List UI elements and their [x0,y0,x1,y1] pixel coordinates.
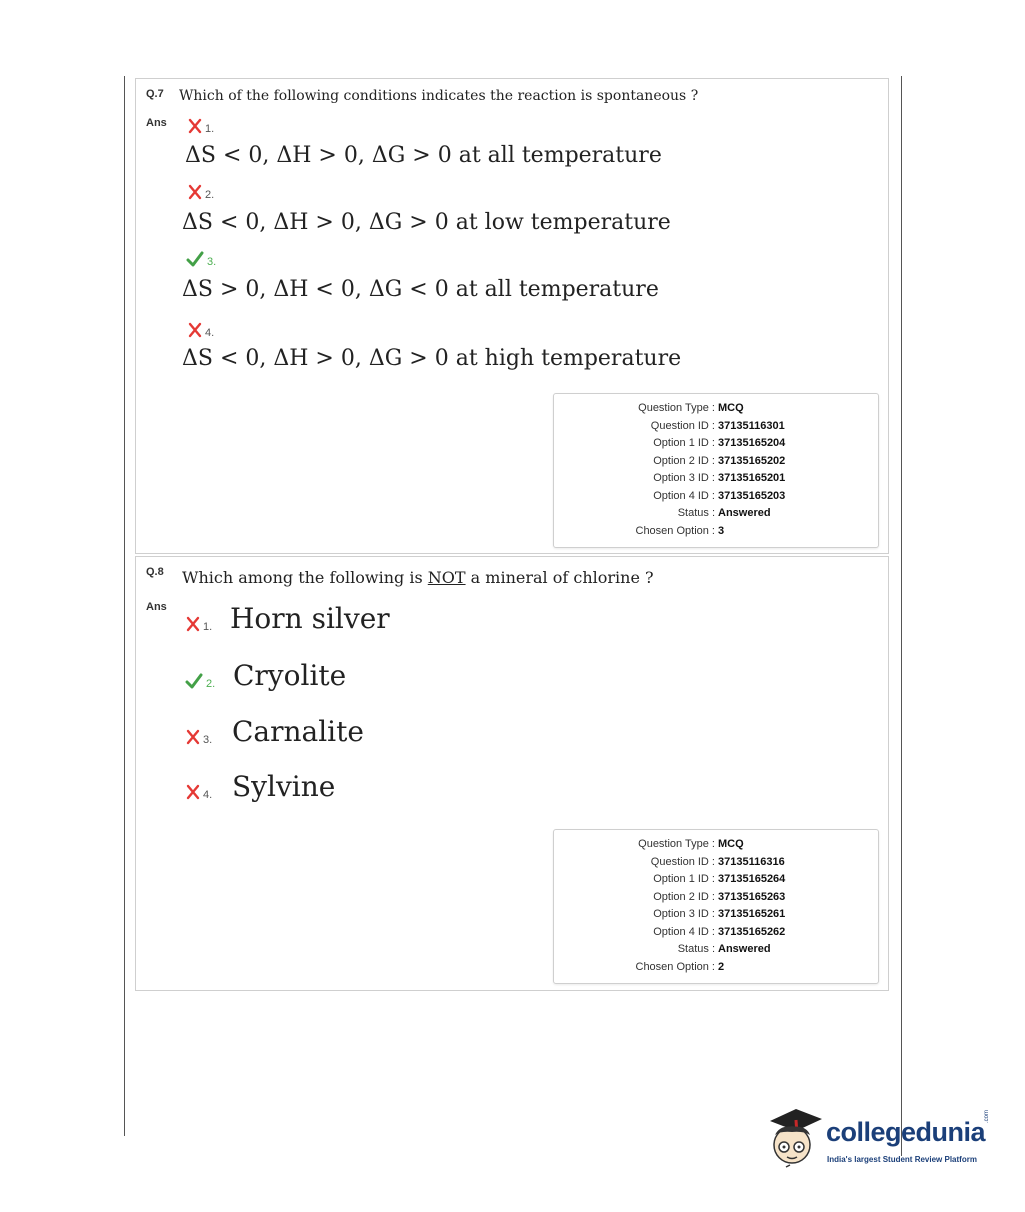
meta-key: Question Type : [638,838,715,850]
meta-row [554,507,878,524]
option-text-1: ΔS < 0, ΔH > 0, ΔG > 0 at all temperature [185,143,662,168]
meta-value: MCQ [718,838,744,850]
option-number: 1. [205,122,215,135]
option-marker-1 [186,616,212,637]
meta-value: 2 [718,960,725,973]
question-block-q7 [135,78,889,554]
meta-value: 37135116301 [718,419,785,432]
option-text-3: Carnalite [232,715,364,748]
question-meta-panel [553,829,879,984]
meta-row [554,856,878,873]
meta-row [554,525,878,542]
meta-key: Option 4 ID : [653,489,715,502]
option-marker-2 [185,673,215,694]
cross-icon [188,118,202,139]
option-marker-4 [186,784,212,805]
meta-value: 37135116316 [718,855,785,868]
meta-row [554,472,878,489]
question-text: Which of the following conditions indicates the reaction is spontaneous ? [179,88,699,104]
meta-row [554,838,878,855]
option-number: 4. [203,788,213,801]
meta-value: 37135165264 [718,873,786,885]
meta-key: Chosen Option : [635,960,715,973]
question-meta-panel [553,393,879,548]
option-text-3: ΔS > 0, ΔH < 0, ΔG < 0 at all temperature [182,277,659,302]
meta-key: Question Type : [638,402,715,414]
option-text-2: ΔS < 0, ΔH > 0, ΔG > 0 at low temperature [182,210,671,235]
question-block-q8 [135,556,889,991]
question-number: Q.8 [146,566,164,578]
check-icon [185,673,203,694]
meta-key: Status : [677,943,715,955]
mascot-icon [766,1105,824,1176]
meta-key: Option 3 ID : [653,472,715,484]
meta-value: 37135165262 [718,925,786,938]
option-text-1: Horn silver [230,602,390,635]
question-text [182,568,654,587]
meta-key: Question ID : [650,419,715,432]
meta-row [554,437,878,454]
meta-row [554,420,878,437]
cross-icon [188,184,202,205]
option-marker-3 [186,729,212,750]
option-number: 4. [205,326,215,339]
option-marker-2 [188,184,214,205]
page-left-border [124,76,125,1136]
meta-value: 37135165263 [718,890,786,903]
meta-value: 3 [718,524,725,537]
question-number: Q.7 [146,88,164,100]
question-text-before: Which among the following is [182,568,428,587]
question-text-after: a mineral of chlorine ? [465,568,654,587]
answer-label: Ans [146,601,167,613]
logo-tagline: India's largest Student Review Platform [827,1155,977,1164]
meta-key: Question ID : [650,855,715,868]
meta-value: MCQ [718,402,744,414]
logo-suffix: .com [984,1109,990,1123]
meta-value: 37135165204 [718,437,786,449]
meta-value: 37135165201 [718,472,786,484]
option-text-4: ΔS < 0, ΔH > 0, ΔG > 0 at high temperature [182,346,682,371]
collegedunia-logo[interactable] [766,1103,996,1173]
option-number: 2. [206,677,216,690]
option-marker-3 [186,251,216,272]
option-text-4: Sylvine [232,770,336,803]
option-number: 3. [203,733,213,746]
option-number: 1. [203,620,213,633]
logo-name: collegedunia [826,1117,986,1147]
page-right-border [901,76,902,1156]
question-text-emphasis: NOT [427,568,466,587]
answer-label: Ans [146,117,167,129]
meta-key: Option 3 ID : [653,908,715,920]
cross-icon [186,729,200,750]
meta-row [554,943,878,960]
meta-key: Chosen Option : [635,524,715,537]
option-number: 3. [207,255,217,268]
meta-row [554,873,878,890]
meta-key: Option 4 ID : [653,925,715,938]
meta-value: 37135165203 [718,489,786,502]
option-text-2: Cryolite [233,659,347,692]
meta-key: Option 1 ID : [653,873,715,885]
meta-value: Answered [718,943,771,955]
meta-row [554,402,878,419]
meta-row [554,926,878,943]
option-marker-1 [188,118,214,139]
meta-row [554,455,878,472]
meta-key: Option 2 ID : [653,454,715,467]
meta-row [554,961,878,978]
meta-key: Status : [677,507,715,519]
meta-value: 37135165202 [718,454,786,467]
meta-value: Answered [718,507,771,519]
option-marker-4 [188,322,214,343]
cross-icon [188,322,202,343]
meta-row [554,490,878,507]
meta-key: Option 2 ID : [653,890,715,903]
meta-row [554,908,878,925]
cross-icon [186,784,200,805]
cross-icon [186,616,200,637]
meta-value: 37135165261 [718,908,786,920]
option-number: 2. [205,188,215,201]
meta-row [554,891,878,908]
meta-key: Option 1 ID : [653,437,715,449]
check-icon [186,251,204,272]
